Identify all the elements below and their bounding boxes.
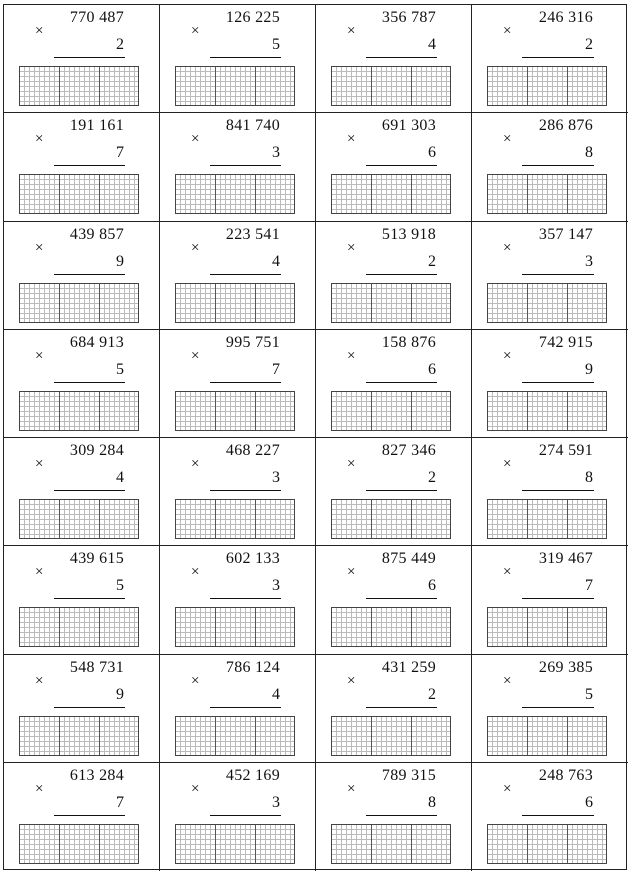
multiply-sign: × (503, 780, 512, 797)
multiplier: 6 (585, 793, 593, 811)
multiply-sign: × (347, 564, 356, 581)
answer-grid[interactable] (19, 391, 139, 431)
answer-rule (366, 382, 437, 383)
answer-rule (522, 490, 594, 491)
multiply-sign: × (191, 347, 200, 364)
answer-grid[interactable] (331, 824, 451, 864)
answer-rule (522, 707, 594, 708)
problem-cell (316, 655, 472, 763)
multiplicand: 789 315 (381, 766, 436, 784)
problem-cell (316, 546, 472, 654)
multiplicand: 995 751 (225, 333, 280, 351)
multiply-sign: × (35, 347, 44, 364)
multiplicand: 602 133 (225, 550, 280, 568)
answer-rule (210, 274, 281, 275)
multiply-sign: × (503, 456, 512, 472)
answer-grid[interactable] (331, 174, 451, 214)
multiplier: 2 (428, 469, 436, 486)
multiplicand: 684 913 (69, 333, 124, 351)
multiplier: 2 (116, 36, 124, 53)
multiplicand: 357 147 (538, 225, 593, 243)
answer-rule (366, 598, 437, 599)
multiplier: 8 (585, 144, 593, 162)
answer-rule (366, 165, 437, 166)
multiplier: 2 (428, 252, 436, 270)
multiplicand: 286 876 (538, 117, 593, 135)
multiplier: 4 (116, 469, 124, 486)
multiply-sign: × (35, 239, 44, 256)
problem-cell (4, 655, 160, 763)
multiplicand: 513 918 (381, 225, 436, 243)
multiplier: 7 (116, 793, 124, 811)
problem-cell (4, 763, 160, 871)
answer-grid[interactable] (331, 607, 451, 647)
multiply-sign: × (35, 131, 44, 148)
problem-cell (160, 546, 316, 654)
problem-cell (160, 5, 316, 113)
answer-rule (54, 382, 125, 383)
answer-grid[interactable] (175, 607, 295, 647)
multiplicand: 691 303 (381, 117, 436, 135)
answer-rule (366, 815, 437, 816)
answer-grid[interactable] (19, 283, 139, 323)
multiply-sign: × (347, 780, 356, 797)
problem-cell (316, 330, 472, 438)
problem-cell (160, 330, 316, 438)
answer-grid[interactable] (19, 607, 139, 647)
problem-cell (316, 438, 472, 546)
multiply-sign: × (191, 564, 200, 581)
multiplicand: 875 449 (381, 550, 436, 568)
multiplier: 9 (116, 685, 124, 703)
answer-rule (210, 490, 281, 491)
answer-rule (366, 707, 437, 708)
answer-rule (54, 598, 125, 599)
answer-grid[interactable] (331, 66, 451, 106)
multiplicand: 439 857 (69, 225, 124, 243)
answer-rule (54, 490, 125, 491)
multiply-sign: × (191, 780, 200, 797)
answer-grid[interactable] (19, 66, 139, 106)
answer-grid[interactable] (19, 174, 139, 214)
problem-cell (316, 113, 472, 221)
problem-cell (160, 655, 316, 763)
problem-cell (160, 763, 316, 871)
answer-grid[interactable] (19, 499, 139, 539)
multiplier: 3 (585, 252, 593, 270)
problem-cell (316, 763, 472, 871)
multiply-sign: × (191, 131, 200, 148)
answer-rule (366, 57, 437, 58)
multiply-sign: × (503, 672, 512, 689)
answer-grid[interactable] (487, 391, 607, 431)
multiply-sign: × (35, 780, 44, 797)
multiplier: 5 (116, 577, 124, 595)
multiplicand: 223 541 (225, 225, 280, 243)
multiplier: 5 (272, 36, 280, 53)
answer-grid[interactable] (487, 716, 607, 756)
problem-cell (316, 222, 472, 330)
answer-rule (522, 165, 594, 166)
multiplier: 9 (585, 360, 593, 378)
problem-cell (472, 546, 628, 654)
multiply-sign: × (191, 23, 200, 39)
multiplicand: 126 225 (225, 9, 280, 26)
problem-cell (316, 5, 472, 113)
multiplier: 2 (428, 685, 436, 703)
multiplicand: 468 227 (225, 442, 280, 459)
multiplier: 4 (272, 252, 280, 270)
problem-cell (472, 438, 628, 546)
multiplicand: 742 915 (538, 333, 593, 351)
answer-grid[interactable] (487, 499, 607, 539)
problem-cell (160, 222, 316, 330)
answer-grid[interactable] (175, 283, 295, 323)
answer-grid[interactable] (19, 824, 139, 864)
answer-grid[interactable] (175, 824, 295, 864)
multiplier: 6 (428, 144, 436, 162)
multiplicand: 309 284 (69, 442, 124, 459)
answer-rule (210, 382, 281, 383)
answer-rule (210, 598, 281, 599)
answer-grid[interactable] (175, 66, 295, 106)
multiplicand: 269 385 (538, 658, 593, 676)
multiply-sign: × (35, 23, 44, 39)
problem-cell (4, 330, 160, 438)
answer-grid[interactable] (487, 607, 607, 647)
multiplier: 5 (116, 360, 124, 378)
multiplier: 3 (272, 144, 280, 162)
problem-cell (4, 222, 160, 330)
multiplier: 9 (116, 252, 124, 270)
problem-cell (4, 5, 160, 113)
multiplier: 7 (585, 577, 593, 595)
multiplier: 6 (428, 360, 436, 378)
multiply-sign: × (347, 456, 356, 472)
multiplier: 2 (585, 36, 593, 53)
multiplicand: 158 876 (381, 333, 436, 351)
multiplicand: 319 467 (538, 550, 593, 568)
multiplier: 7 (116, 144, 124, 162)
multiply-sign: × (191, 239, 200, 256)
multiplier: 5 (585, 685, 593, 703)
multiplicand: 770 487 (69, 9, 124, 26)
multiplier: 8 (585, 469, 593, 486)
problem-cell (472, 763, 628, 871)
multiplier: 7 (272, 360, 280, 378)
answer-rule (210, 57, 281, 58)
answer-rule (522, 815, 594, 816)
multiplicand: 248 763 (538, 766, 593, 784)
multiplier: 3 (272, 469, 280, 486)
problem-cell (472, 113, 628, 221)
answer-grid[interactable] (487, 66, 607, 106)
multiplier: 3 (272, 577, 280, 595)
multiply-sign: × (347, 347, 356, 364)
problem-cell (4, 546, 160, 654)
multiplicand: 191 161 (69, 117, 124, 135)
multiply-sign: × (503, 347, 512, 364)
multiply-sign: × (191, 672, 200, 689)
multiply-sign: × (191, 456, 200, 472)
multiply-sign: × (503, 239, 512, 256)
multiplicand: 274 591 (538, 442, 593, 459)
problem-cell (4, 438, 160, 546)
answer-grid[interactable] (331, 283, 451, 323)
answer-rule (54, 165, 125, 166)
problem-cell (160, 113, 316, 221)
multiplier: 4 (272, 685, 280, 703)
answer-rule (210, 707, 281, 708)
answer-grid[interactable] (487, 824, 607, 864)
answer-rule (54, 707, 125, 708)
multiply-sign: × (347, 239, 356, 256)
answer-rule (54, 815, 125, 816)
answer-grid[interactable] (487, 283, 607, 323)
answer-rule (522, 57, 594, 58)
multiply-sign: × (503, 23, 512, 39)
multiply-sign: × (503, 131, 512, 148)
multiplicand: 613 284 (69, 766, 124, 784)
answer-grid[interactable] (175, 499, 295, 539)
multiplier: 3 (272, 793, 280, 811)
multiplicand: 439 615 (69, 550, 124, 568)
multiply-sign: × (347, 131, 356, 148)
problem-cell (160, 438, 316, 546)
problem-cell (472, 222, 628, 330)
multiply-sign: × (35, 456, 44, 472)
answer-rule (54, 274, 125, 275)
multiplier: 4 (428, 36, 436, 53)
multiplier: 8 (428, 793, 436, 811)
multiplicand: 452 169 (225, 766, 280, 784)
answer-grid[interactable] (331, 391, 451, 431)
problem-cell (4, 113, 160, 221)
answer-grid[interactable] (175, 391, 295, 431)
worksheet-grid (3, 4, 627, 870)
answer-rule (210, 165, 281, 166)
multiplicand: 246 316 (538, 9, 593, 26)
answer-grid[interactable] (175, 716, 295, 756)
multiply-sign: × (347, 23, 356, 39)
problem-cell (472, 5, 628, 113)
answer-rule (366, 274, 437, 275)
multiply-sign: × (503, 564, 512, 581)
multiplicand: 827 346 (381, 442, 436, 459)
answer-rule (210, 815, 281, 816)
multiplicand: 431 259 (381, 658, 436, 676)
answer-rule (522, 382, 594, 383)
problem-cell (472, 330, 628, 438)
multiplicand: 786 124 (225, 658, 280, 676)
problem-cell (472, 655, 628, 763)
answer-grid[interactable] (19, 716, 139, 756)
answer-rule (54, 57, 125, 58)
answer-grid[interactable] (175, 174, 295, 214)
multiplicand: 356 787 (381, 9, 436, 26)
answer-rule (522, 598, 594, 599)
multiply-sign: × (35, 672, 44, 689)
answer-grid[interactable] (331, 499, 451, 539)
answer-rule (522, 274, 594, 275)
answer-rule (366, 490, 437, 491)
multiply-sign: × (35, 564, 44, 581)
answer-grid[interactable] (331, 716, 451, 756)
multiplicand: 841 740 (225, 117, 280, 135)
answer-grid[interactable] (487, 174, 607, 214)
multiply-sign: × (347, 672, 356, 689)
multiplier: 6 (428, 577, 436, 595)
multiplicand: 548 731 (69, 658, 124, 676)
